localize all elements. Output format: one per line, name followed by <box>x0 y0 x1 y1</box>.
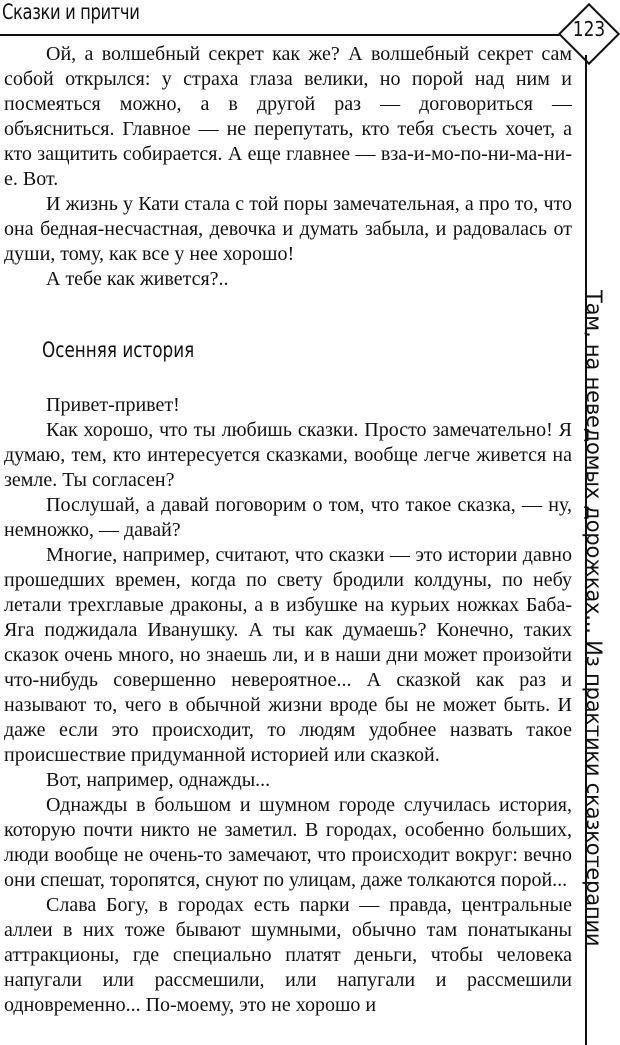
text-block-top <box>4 42 572 292</box>
section-heading: Осенняя история <box>42 338 195 362</box>
paragraph: И жизнь у Кати стала с той поры замечательная, а про то, что она бедная-несчастная, девочка и думать забыла, и радовалась от души, тому, как все у нее хорошо! <box>4 193 572 265</box>
running-header: Сказки и притчи <box>2 0 140 24</box>
paragraph: Слава Богу, в городах есть парки — правда, центральные аллеи в них тоже бывают шумными, обычно там понатыканы аттракционы, где специально платят деньги, чтобы человека напугали или рассмешили, или напугали и рассмешили одновременно... По-моему, это не хорошо и <box>4 894 572 1016</box>
paragraph: Как хорошо, что ты любишь сказки. Просто замечательно! Я думаю, тем, кто интересуется сказками, вообще легче живется на земле. Ты согласен? <box>4 419 572 491</box>
header-rule <box>0 34 562 36</box>
paragraph: Вот, например, однажды... <box>46 769 271 791</box>
side-title: Там, на неведомых дорожках... Из практики сказкотерапии <box>582 290 606 947</box>
paragraph: А тебе как живется?.. <box>46 268 229 290</box>
paragraph: Однажды в большом и шумном городе случилась история, которую почти никто не заметил. В городах, особенно больших, люди вообще не очень-то замечают, что происходит вокруг: вечно они спешат, торопятся, снуют по улицам, даже толкаются порой... <box>4 794 572 891</box>
paragraph: Ой, а волшебный секрет как же? А волшебный секрет сам собой открылся: у страха глаза велики, но порой над ним и посмеяться можно, а в другой раз — договориться — объясниться. Главное — не перепутать, кто тебя съесть хочет, а кто защитить собирается. А еще главнее — вза-и-мо-по-ни-ма-ни-е. Вот. <box>4 43 572 190</box>
text-block-bottom <box>4 393 572 1018</box>
paragraph: Послушай, а давай поговорим о том, что такое сказка, — ну, немножко, — давай? <box>4 494 572 541</box>
paragraph: Привет-привет! <box>46 394 180 416</box>
paragraph: Многие, например, считают, что сказки — это истории давно прошедших времен, когда по свету бродили колдуны, по небу летали трехглавые драконы, а в избушке на курьих ножках Баба-Яга поджидала Иванушку. А ты как думаешь? Конечно, таких сказок очень много, но знаешь ли, и в наши дни может произойти что-нибудь совершенно невероятное... А сказкой как раз и называют то, чего в обычной жизни вроде бы не может быть. И даже если это происходит, то людям удобнее назвать такое происшествие придуманной историей или сказкой. <box>4 544 572 766</box>
page-number: 123 <box>572 17 606 41</box>
